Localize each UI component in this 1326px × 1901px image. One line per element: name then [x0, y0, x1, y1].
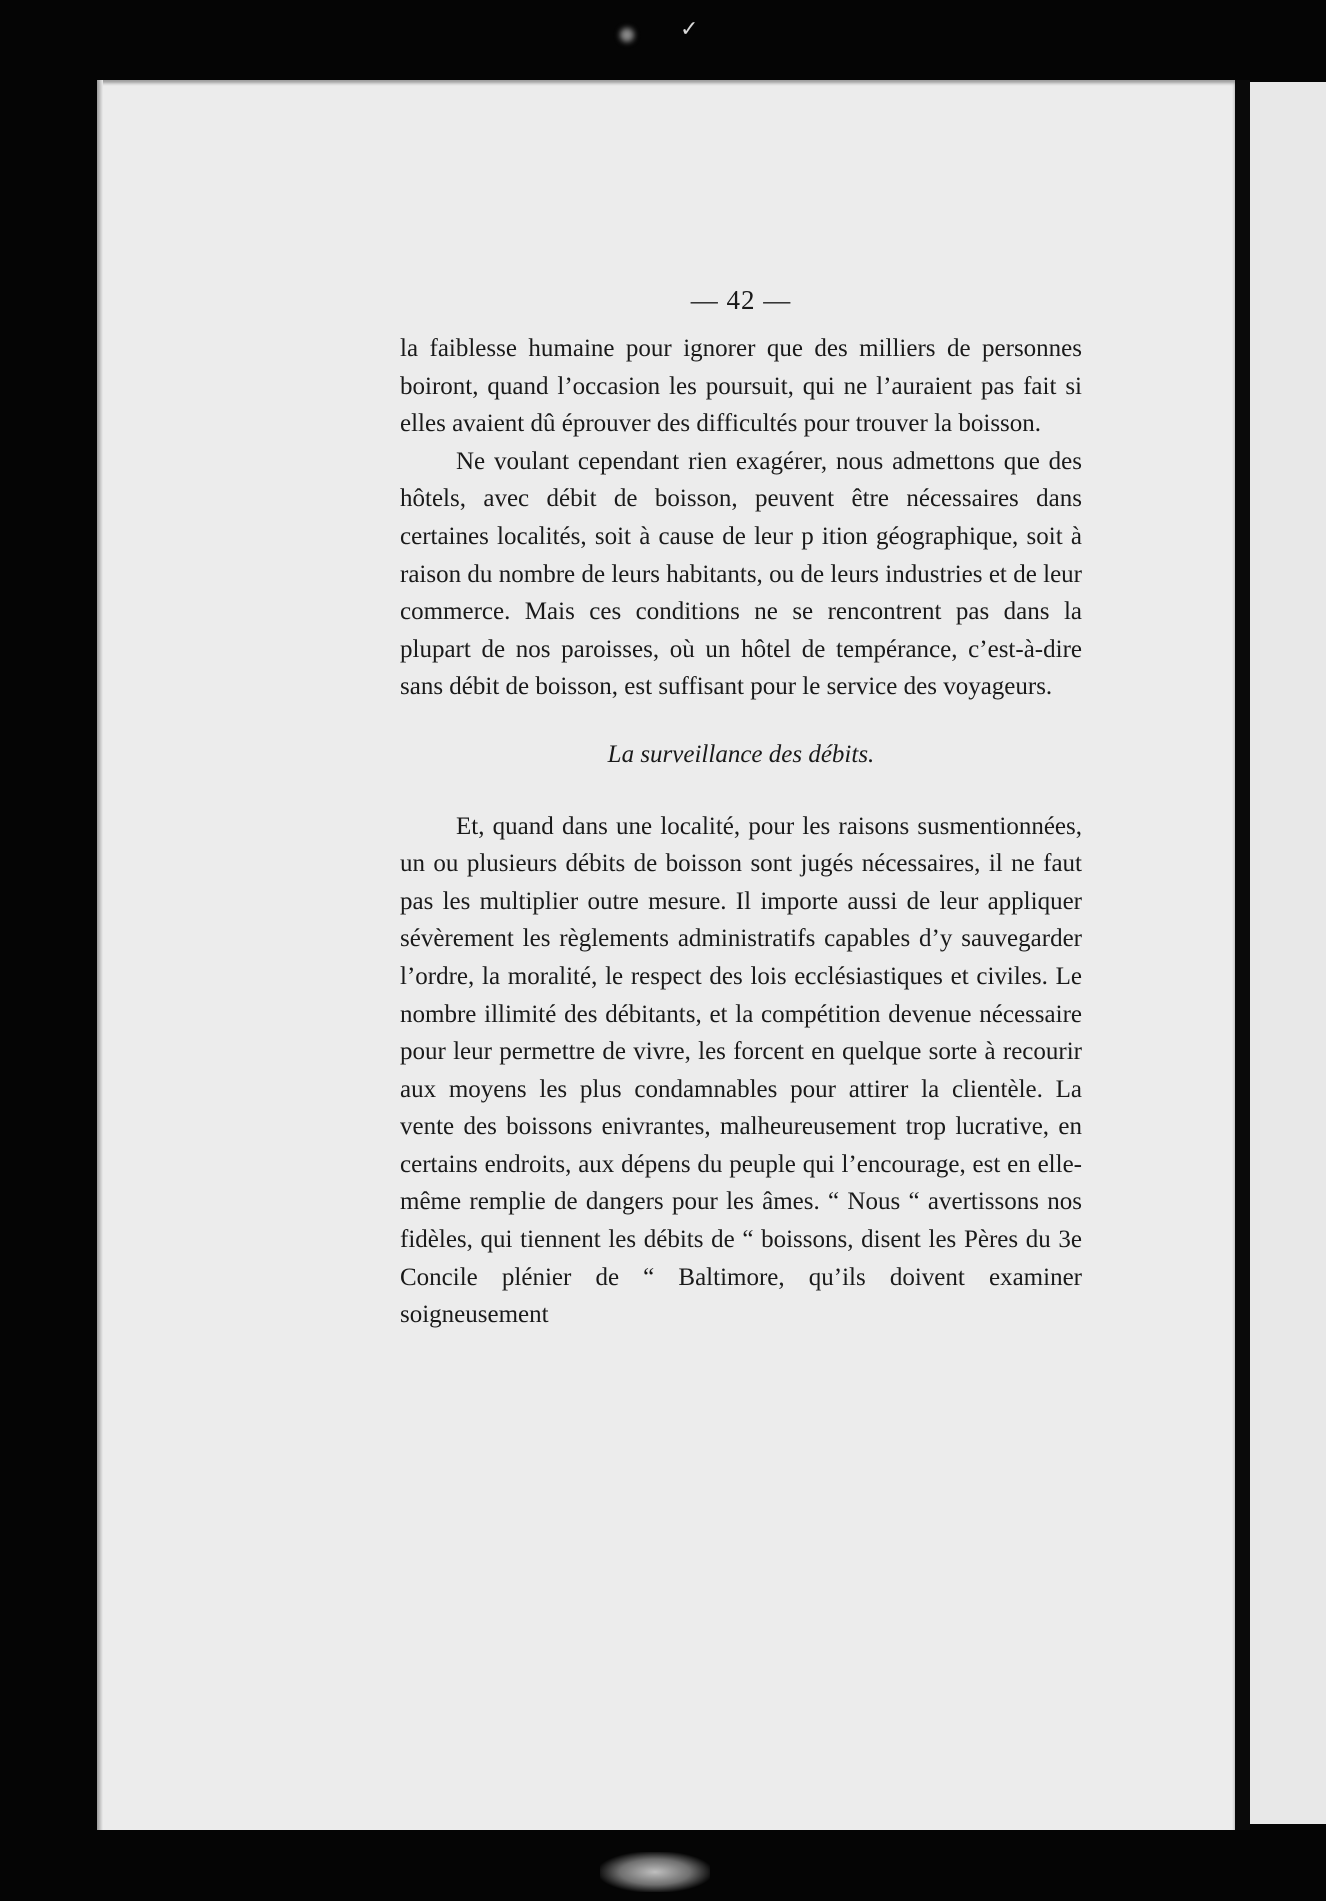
page-number: — 42 — — [690, 285, 792, 315]
page-text-block — [400, 280, 1082, 1334]
book-gutter — [1235, 80, 1250, 1830]
paragraph-2: Ne voulant cependant rien exagérer, nous admettons que des hôtels, avec débit de boisson, peuvent être nécessaires dans certaines localités, soit à cause de leur p ition géographique, soit à raison du nombre de leurs habitants, ou de leurs industries et de leur commerce. Mais ces conditions ne se rencontrent pas dans la plupart de nos paroisses, où un hôtel de tempérance, c’est-à-dire sans débit de boisson, est suffisant pour le service des voyageurs. — [400, 447, 1082, 701]
scan-smudge-bottom — [600, 1852, 710, 1892]
section-heading: La surveillance des débits. — [607, 740, 875, 768]
page-edge-shadow — [97, 80, 103, 1830]
paragraph-1: la faiblesse humaine pour ignorer que des milliers de personnes boiront, quand l’occasion les poursuit, qui ne l’auraient pas fait si elles avaient dû éprouver des difficultés pour trouver la boisson. — [400, 335, 1082, 438]
adjacent-page-edge — [1250, 82, 1326, 1824]
scan-smudge-top — [620, 28, 634, 42]
paragraph-3: Et, quand dans une localité, pour les raisons susmentionnées, un ou plusieurs débits de boisson sont jugés nécessaires, il ne faut pas les multiplier outre mesure. Il importe aussi de leur appliquer sévèrement les règlements administratifs capables d’y sauvegarder l’ordre, la moralité, le respect des lois ecclésiastiques et civiles. Le nombre illimité des débitants, et la compétition devenue nécessaire pour leur permettre de vivre, les forcent en quelque sorte à recourir aux moyens les plus condamnables pour attirer la clientèle. La vente des boissons enivrantes, malheureusement trop lucrative, en certains endroits, aux dépens du peuple qui l’encourage, est en elle-même remplie de dangers pour les âmes. “ Nous “ avertissons nos fidèles, qui tiennent les débits de “ boissons, disent les Pères du 3e Concile plénier de “ Baltimore, qu’ils doivent examiner soigneusement — [400, 812, 1082, 1329]
scan-mark-top: ✓ — [680, 16, 699, 41]
